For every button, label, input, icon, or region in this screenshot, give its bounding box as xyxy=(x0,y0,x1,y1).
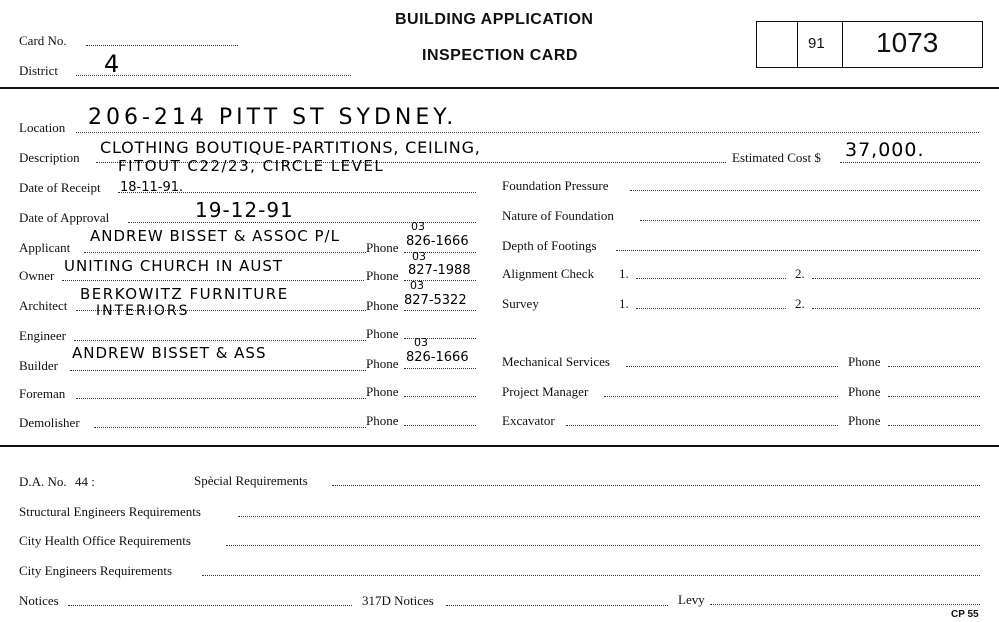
alignment-check-label: Alignment Check xyxy=(502,266,595,281)
applicant-value: ANDREW BISSET & ASSOC P/L xyxy=(90,227,340,245)
builder-phone-value: 826-1666 xyxy=(406,350,469,365)
architect-label: Architect xyxy=(19,298,68,313)
survey-2-field[interactable] xyxy=(812,308,980,309)
architect-phone-value: 827-5322 xyxy=(404,293,467,308)
owner-phone-value: 827-1988 xyxy=(408,263,471,278)
engineer-phone-label: Phone xyxy=(366,326,399,341)
estimated-cost-value: 37,000. xyxy=(845,139,925,161)
district-label: District xyxy=(19,63,58,78)
demolisher-phone-label: Phone xyxy=(366,413,399,428)
notices-317d-field[interactable] xyxy=(446,605,668,606)
date-approval-label: Date of Approval xyxy=(19,210,110,225)
application-number-box xyxy=(756,21,983,68)
depth-footings-field[interactable] xyxy=(616,250,980,251)
form-title: BUILDING APPLICATION xyxy=(395,11,594,28)
alignment-check-2-field[interactable] xyxy=(812,278,980,279)
date-receipt-value: 18-11-91. xyxy=(120,180,184,195)
nature-foundation-label: Nature of Foundation xyxy=(502,208,614,223)
owner-phone-area: 03 xyxy=(412,250,426,263)
special-requirements-label: Spècial Requirements xyxy=(194,473,308,488)
foreman-phone-label: Phone xyxy=(366,384,399,399)
builder-phone-label: Phone xyxy=(366,356,399,371)
excavator-phone-label: Phone xyxy=(848,413,881,428)
owner-field[interactable] xyxy=(62,280,364,281)
architect-phone-label: Phone xyxy=(366,298,399,313)
foundation-pressure-label: Foundation Pressure xyxy=(502,178,609,193)
owner-value: UNITING CHURCH IN AUST xyxy=(64,257,284,275)
levy-field[interactable] xyxy=(710,604,980,605)
estimated-cost-label: Estimated Cost $ xyxy=(732,150,821,165)
form-code: CP 55 xyxy=(951,609,979,620)
notices-317d-label: 317D Notices xyxy=(362,593,434,608)
health-requirements-field[interactable] xyxy=(226,545,980,546)
mechanical-phone-label: Phone xyxy=(848,354,881,369)
architect-value-line2: INTERIORS xyxy=(96,303,190,319)
district-value: 4 xyxy=(104,50,121,78)
survey-label: Survey xyxy=(502,296,539,311)
card-no-field[interactable] xyxy=(86,45,238,46)
engineer-field[interactable] xyxy=(74,340,366,341)
survey-1-field[interactable] xyxy=(636,308,786,309)
architect-phone-area: 03 xyxy=(410,279,424,292)
box-divider xyxy=(797,21,798,68)
depth-footings-label: Depth of Footings xyxy=(502,238,597,253)
builder-field[interactable] xyxy=(70,370,366,371)
foundation-pressure-field[interactable] xyxy=(630,190,980,191)
architect-phone-field[interactable] xyxy=(404,310,476,311)
structural-requirements-field[interactable] xyxy=(238,516,980,517)
date-approval-value: 19-12-91 xyxy=(195,198,294,222)
applicant-phone-label: Phone xyxy=(366,240,399,255)
city-engineers-requirements-label: City Engineers Requirements xyxy=(19,563,173,578)
special-requirements-field[interactable] xyxy=(332,485,980,486)
excavator-field[interactable] xyxy=(566,425,838,426)
description-label: Description xyxy=(19,150,80,165)
foreman-field[interactable] xyxy=(76,398,366,399)
demolisher-phone-field[interactable] xyxy=(404,425,476,426)
alignment-check-1-field[interactable] xyxy=(636,278,786,279)
project-manager-phone-field[interactable] xyxy=(888,396,980,397)
structural-requirements-label: Structural Engineers Requirements xyxy=(19,504,201,519)
nature-foundation-field[interactable] xyxy=(640,220,980,221)
estimated-cost-field[interactable] xyxy=(840,162,980,163)
da-no-label: D.A. No. xyxy=(19,474,67,489)
owner-phone-label: Phone xyxy=(366,268,399,283)
location-label: Location xyxy=(19,120,66,135)
foreman-phone-field[interactable] xyxy=(404,396,476,397)
survey-1-label: 1. xyxy=(619,296,629,311)
section-rule xyxy=(0,445,999,447)
description-value-line1: CLOTHING BOUTIQUE-PARTITIONS, CEILING, xyxy=(100,138,481,157)
form-subtitle: INSPECTION CARD xyxy=(422,47,578,64)
builder-label: Builder xyxy=(19,358,58,373)
city-engineers-requirements-field[interactable] xyxy=(202,575,980,576)
demolisher-label: Demolisher xyxy=(19,415,80,430)
health-requirements-label: City Health Office Requirements xyxy=(19,533,191,548)
applicant-phone-area: 03 xyxy=(411,220,425,233)
architect-value: BERKOWITZ FURNITURE xyxy=(80,285,289,303)
date-receipt-label: Date of Receipt xyxy=(19,180,101,195)
notices-field[interactable] xyxy=(68,605,352,606)
box-year: 91 xyxy=(808,35,825,52)
mechanical-phone-field[interactable] xyxy=(888,366,980,367)
builder-value: ANDREW BISSET & ASS xyxy=(72,344,267,362)
notices-label: Notices xyxy=(19,593,59,608)
applicant-field[interactable] xyxy=(84,252,366,253)
card-no-label: Card No. xyxy=(19,33,67,48)
alignment-check-1-label: 1. xyxy=(619,266,629,281)
survey-2-label: 2. xyxy=(795,296,805,311)
engineer-label: Engineer xyxy=(19,328,66,343)
box-number: 1073 xyxy=(876,27,939,58)
header-rule xyxy=(0,87,999,89)
owner-label: Owner xyxy=(19,268,55,283)
project-manager-label: Project Manager xyxy=(502,384,589,399)
demolisher-field[interactable] xyxy=(94,427,366,428)
project-manager-phone-label: Phone xyxy=(848,384,881,399)
location-value: 206-214 PITT ST SYDNEY. xyxy=(88,105,458,130)
excavator-label: Excavator xyxy=(502,413,555,428)
alignment-check-2-label: 2. xyxy=(795,266,805,281)
mechanical-field[interactable] xyxy=(626,366,838,367)
description-value-line2: FITOUT C22/23, CIRCLE LEVEL xyxy=(118,157,385,175)
applicant-phone-value: 826-1666 xyxy=(406,234,469,249)
da-no-value: 44 : xyxy=(75,474,95,489)
levy-label: Levy xyxy=(678,592,705,607)
builder-phone-field[interactable] xyxy=(404,368,476,369)
builder-phone-area: 03 xyxy=(414,336,428,349)
location-field[interactable] xyxy=(76,132,979,133)
box-divider xyxy=(842,21,843,68)
applicant-label: Applicant xyxy=(19,240,71,255)
foreman-label: Foreman xyxy=(19,386,66,401)
mechanical-label: Mechanical Services xyxy=(502,354,610,369)
project-manager-field[interactable] xyxy=(604,396,838,397)
excavator-phone-field[interactable] xyxy=(888,425,980,426)
